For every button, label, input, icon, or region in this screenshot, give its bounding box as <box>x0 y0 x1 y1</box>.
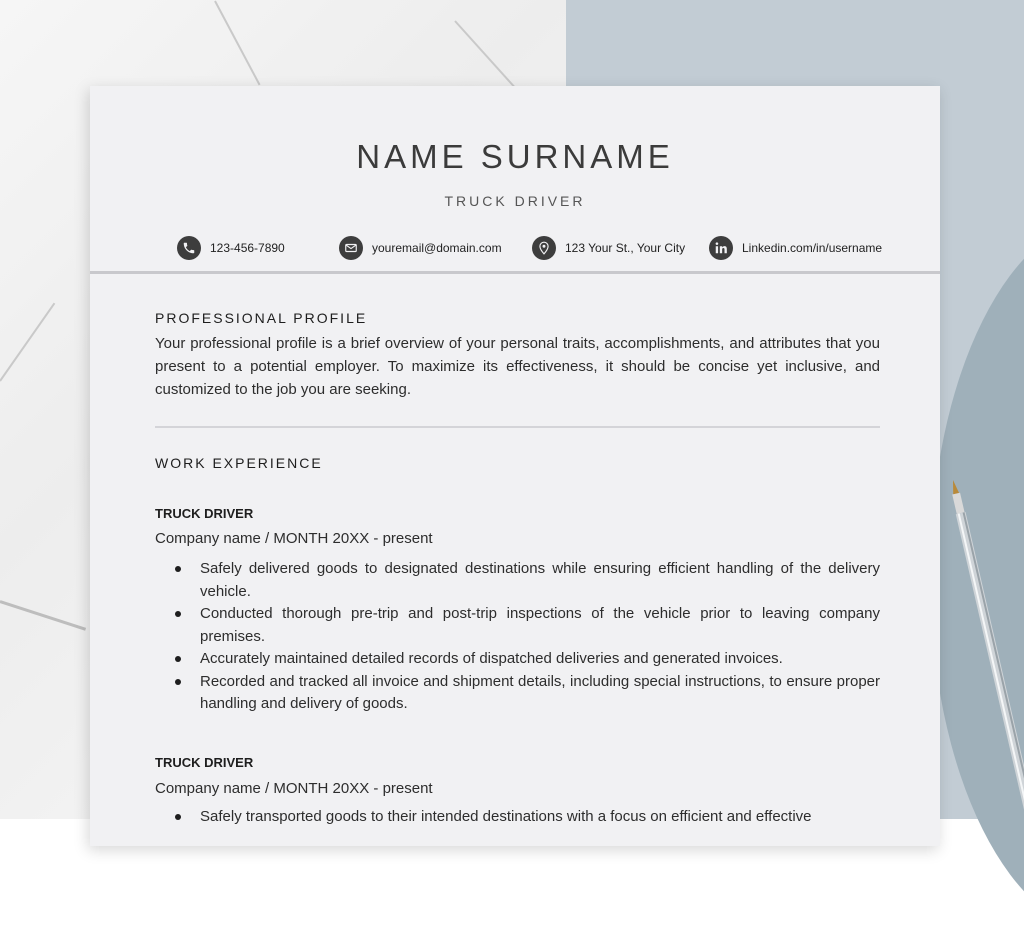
list-item <box>155 806 880 829</box>
contact-email <box>339 236 502 260</box>
header-divider <box>90 271 940 274</box>
phone-text: 123-456-7890 <box>210 241 285 255</box>
contact-address <box>532 236 685 260</box>
list-item <box>155 558 880 603</box>
bullet-text: Safely delivered goods to designated destinations while ensuring efficient handling of the delivery vehicle. <box>200 560 880 600</box>
experience-heading: WORK EXPERIENCE <box>155 455 323 471</box>
section-divider <box>155 426 880 428</box>
candidate-role: TRUCK DRIVER <box>444 193 586 209</box>
linkedin-text: Linkedin.com/in/username <box>742 241 883 255</box>
address-text: 123 Your St., Your City <box>565 241 686 255</box>
contact-phone <box>177 236 285 260</box>
linkedin-icon <box>709 236 733 260</box>
job-title: TRUCK DRIVER <box>155 755 254 770</box>
job-bullets <box>155 806 880 829</box>
bullet-dot <box>175 611 181 617</box>
bullet-text: Safely transported goods to their intended destinations with a focus on efficient and effective <box>200 808 812 825</box>
list-item <box>155 671 880 716</box>
bullet-dot <box>175 679 181 685</box>
profile-heading: PROFESSIONAL PROFILE <box>155 310 368 326</box>
job-title: TRUCK DRIVER <box>155 506 254 521</box>
bullet-text: Conducted thorough pre-trip and post-trip inspections of the vehicle prior to leaving company premises. <box>200 605 880 645</box>
profile-text: Your professional profile is a brief overview of your personal traits, accomplishments, and attributes that you present to a potential employer. To maximize its effectiveness, it should be concise yet inclusive, and customized to the job you are seeking. <box>155 335 880 398</box>
resume-page <box>90 86 940 846</box>
bullet-text: Accurately maintained detailed records of dispatched deliveries and generated invoices. <box>200 650 783 667</box>
list-item <box>155 603 880 648</box>
phone-icon <box>177 236 201 260</box>
bullet-dot <box>175 656 181 662</box>
job-company: Company name / MONTH 20XX - present <box>155 530 433 547</box>
bullet-dot <box>175 566 181 572</box>
contact-linkedin <box>709 236 882 260</box>
list-item <box>155 648 880 671</box>
mail-icon <box>339 236 363 260</box>
location-icon <box>532 236 556 260</box>
email-text: youremail@domain.com <box>372 241 502 255</box>
candidate-name: NAME SURNAME <box>356 138 674 175</box>
job-bullets <box>155 558 880 716</box>
bullet-text: Recorded and tracked all invoice and shipment details, including special instructions, to ensure proper handling and delivery of goods. <box>200 672 880 712</box>
job-company: Company name / MONTH 20XX - present <box>155 780 433 797</box>
bullet-dot <box>175 814 181 820</box>
